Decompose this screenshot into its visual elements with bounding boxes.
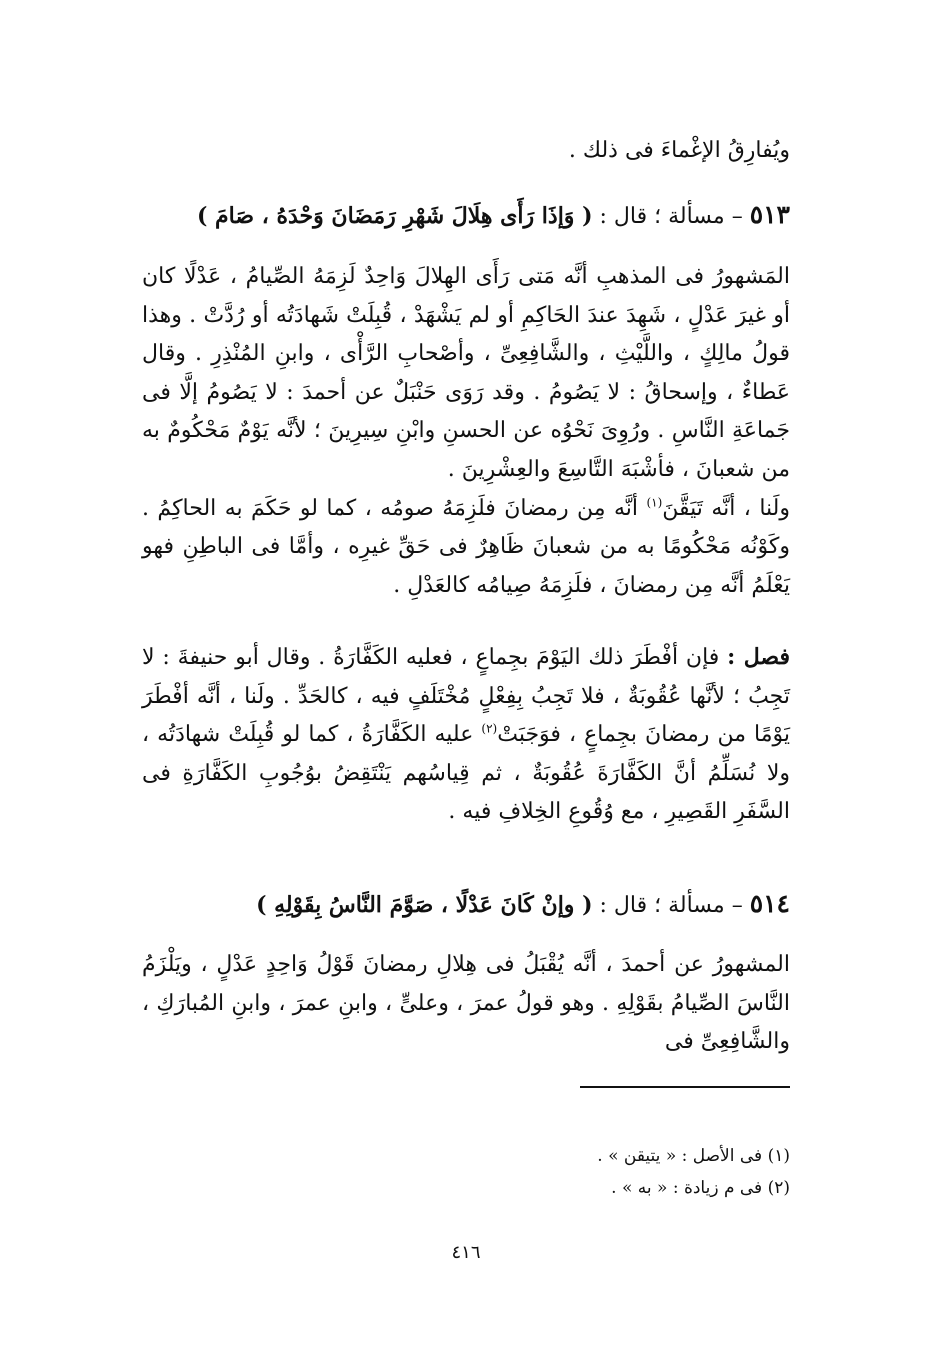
fasl-label: فصل :: [727, 644, 790, 670]
paragraph: [142, 490, 790, 606]
footnote-marker: (١): [646, 495, 663, 510]
footnote-marker: (٢): [481, 721, 498, 736]
page-number: ٤١٦: [451, 1242, 481, 1263]
masala-513-body: [142, 258, 790, 605]
masala-number: ٥١٤: [749, 889, 790, 918]
masala-number: ٥١٣: [749, 200, 790, 229]
paragraph-text: أنَّه مِن رمضانَ فلَزِمَهُ صومُه ، كما لو حَكَمَ به الحاكِمُ . وكَوْنُه مَحْكُومًا به من شعبانَ ظَاهِرٌ فى حَقِّ غيرِه ، وأمَّا فى الباطِنِ فهو يَعْلَمُ أنَّه مِن رمضانَ ، فلَزِمَهُ صِيامُه كالعَدْلِ .: [142, 495, 790, 598]
masala-513-heading: [142, 197, 790, 235]
intro-line: ويُفارِقُ الإغْماءَ فى ذلك .: [568, 138, 790, 163]
masala-prefix: – مسألة ؛ قال :: [599, 204, 743, 229]
paragraph: المَشهورُ فى المذهبِ أنَّه مَتى رَأَى الهِلالَ وَاحِدٌ لَزِمَهُ الصِّيامُ ، عَدْلًا كان أو غيرَ عَدْلٍ ، شَهِدَ عندَ الحَاكِمِ أو لم يَشْهَدْ ، قُبِلَتْ شَهادَتُه أو رُدَّتْ . وهذا قولُ مالِكٍ ، واللَّيْثِ ، والشَّافِعِىِّ ، وأصْحابِ الرَّأْى ، وابنِ المُنْذِرِ . وقال عَطاءٌ ، وإسحاقُ : لا يَصُومُ . وقد رَوَى حَنْبَلٌ عن أحمدَ : لا يَصُومُ إلَّا فى جَماعَةِ النَّاسِ . ورُوِىَ نَحْوُه عن الحسنِ وابْنِ سِيرِينَ ؛ لأنَّه يَوْمٌ مَحْكُومٌ به من شعبانَ ، فأشْبَهَ التَّاسِعَ والعِشْرِينَ .: [142, 264, 790, 482]
footnote-1: (١) فى الأصل : « يتيقن » .: [597, 1146, 790, 1166]
footnote-divider: [580, 1086, 790, 1088]
paragraph-text: ولَنا ، أنَّه تَيَقَّنَ: [662, 495, 790, 521]
footnote-2: (٢) فى م زيادة : « به » .: [611, 1178, 790, 1198]
masala-quote: ( وإنْ كَانَ عَدْلًا ، صَوَّمَ النَّاسُ بِقَوْلِهِ ): [256, 892, 593, 918]
masala-prefix: – مسألة ؛ قال :: [599, 893, 743, 918]
paragraph-text: فإن أفْطَرَ ذلك اليَوْمَ بجِماعٍ ، فعليه الكَفَّارَةُ . وقال أبو حنيفةَ : لا تَجِبُ ؛ لأنَّها عُقُوبَةٌ ، فلا تَجِبُ بِفِعْلٍ مُخْتَلَفٍ فيه ، كالحَدِّ . ولَنا ، أنَّه أفْطَرَ يَوْمًا من رمضانَ بجِماعٍ ، فوَجَبَتْ: [142, 645, 791, 748]
masala-514-heading: [142, 886, 790, 924]
paragraph-text: عليه الكَفَّارَةُ ، كما لو قُبِلَتْ شهادَتُه ، ولا نُسَلِّمُ أنَّ الكَفَّارَةَ عُقُوبَةٌ ، ثم قِياسُهم يَنْتَقِضُ بوُجُوبِ الكَفَّارَةِ فى السَّفَرِ القَصِيرِ ، مع وُقُوعِ الخِلافِ فيه .: [142, 722, 790, 825]
masala-quote: ( وَإذَا رَأَى هِلَالَ شَهْرِ رَمَضَانَ وَحْدَهُ ، صَامَ ): [196, 203, 593, 229]
footnotes: [142, 1140, 790, 1204]
masala-514-body: المشهورُ عن أحمدَ ، أنَّه يُقْبَلُ فى هِلالِ رمضانَ قَوْلُ وَاحِدٍ عَدْلٍ ، ويَلْزَمُ النَّاسَ الصِّيامُ بقَوْلِهِ . وهو قولُ عمرَ ، وعلىٍّ ، وابنِ عمرَ ، وابنِ المُبارَكِ ، والشَّافِعِىِّ فى: [142, 952, 790, 1055]
fasl-section: [142, 638, 790, 832]
